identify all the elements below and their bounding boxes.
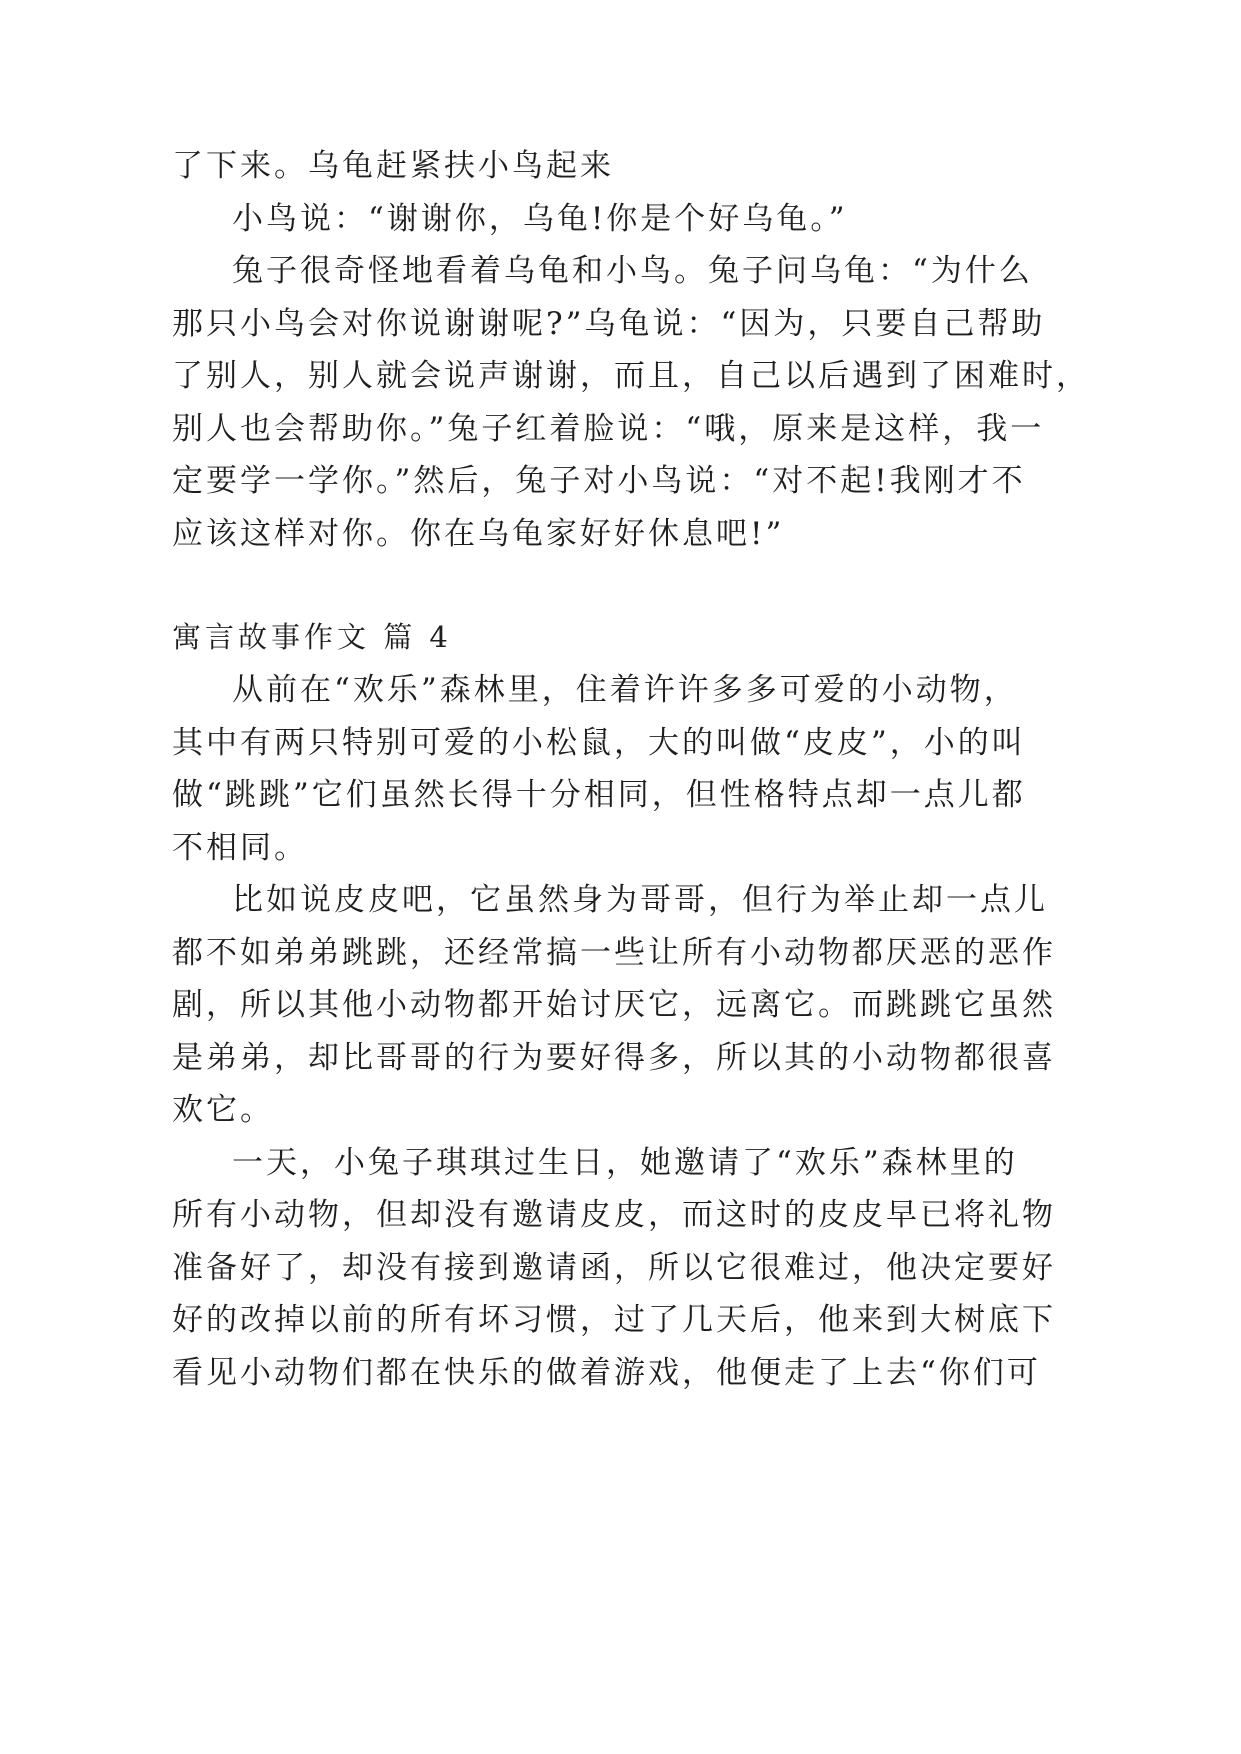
text-line: 比如说皮皮吧，它虽然身为哥哥，但行为举止却一点儿 — [232, 882, 1048, 918]
text-line: 那只小鸟会对你说谢谢呢?”乌龟说：“因为，只要自己帮助 — [172, 306, 1046, 342]
text-line: 从前在“欢乐”森林里，住着许许多多可爱的小动物， — [232, 672, 1018, 708]
section-heading: 寓言故事作文 篇 4 — [172, 620, 452, 654]
text-line: 小鸟说：“谢谢你，乌龟!你是个好乌龟。” — [232, 201, 848, 237]
text-line: 了下来。乌龟赶紧扶小鸟起来 — [172, 148, 614, 184]
text-line: 别人也会帮助你。”兔子红着脸说：“哦，原来是这样，我一 — [172, 411, 1045, 447]
text-line: 应该这样对你。你在乌龟家好好休息吧!” — [172, 516, 785, 552]
text-line: 准备好了，却没有接到邀请函，所以它很难过，他决定要好 — [172, 1250, 1056, 1286]
text-line: 剧，所以其他小动物都开始讨厌它，远离它。而跳跳它虽然 — [172, 987, 1056, 1023]
text-line: 所有小动物，但却没有邀请皮皮，而这时的皮皮早已将礼物 — [172, 1197, 1056, 1233]
text-line: 了别人，别人就会说声谢谢，而且，自己以后遇到了困难时， — [172, 358, 1090, 394]
text-line: 都不如弟弟跳跳，还经常搞一些让所有小动物都厌恶的恶作 — [172, 935, 1056, 971]
text-line: 其中有两只特别可爱的小松鼠，大的叫做“皮皮”，小的叫 — [172, 725, 1026, 761]
text-line: 定要学一学你。”然后，兔子对小鸟说：“对不起!我刚才不 — [172, 463, 1026, 499]
text-line: 看见小动物们都在快乐的做着游戏，他便走了上去“你们可 — [172, 1355, 1041, 1391]
text-line: 是弟弟，却比哥哥的行为要好得多，所以其的小动物都很喜 — [172, 1040, 1056, 1076]
text-line: 好的改掉以前的所有坏习惯，过了几天后，他来到大树底下 — [172, 1302, 1056, 1338]
text-line: 不相同。 — [172, 830, 308, 866]
text-line: 做“跳跳”它们虽然长得十分相同，但性格特点却一点儿都 — [172, 777, 1026, 813]
text-line: 一天，小兔子琪琪过生日，她邀请了“欢乐”森林里的 — [232, 1145, 1018, 1181]
text-line: 兔子很奇怪地看着乌龟和小鸟。兔子问乌龟：“为什么 — [232, 253, 1033, 289]
text-line: 欢它。 — [172, 1092, 274, 1128]
